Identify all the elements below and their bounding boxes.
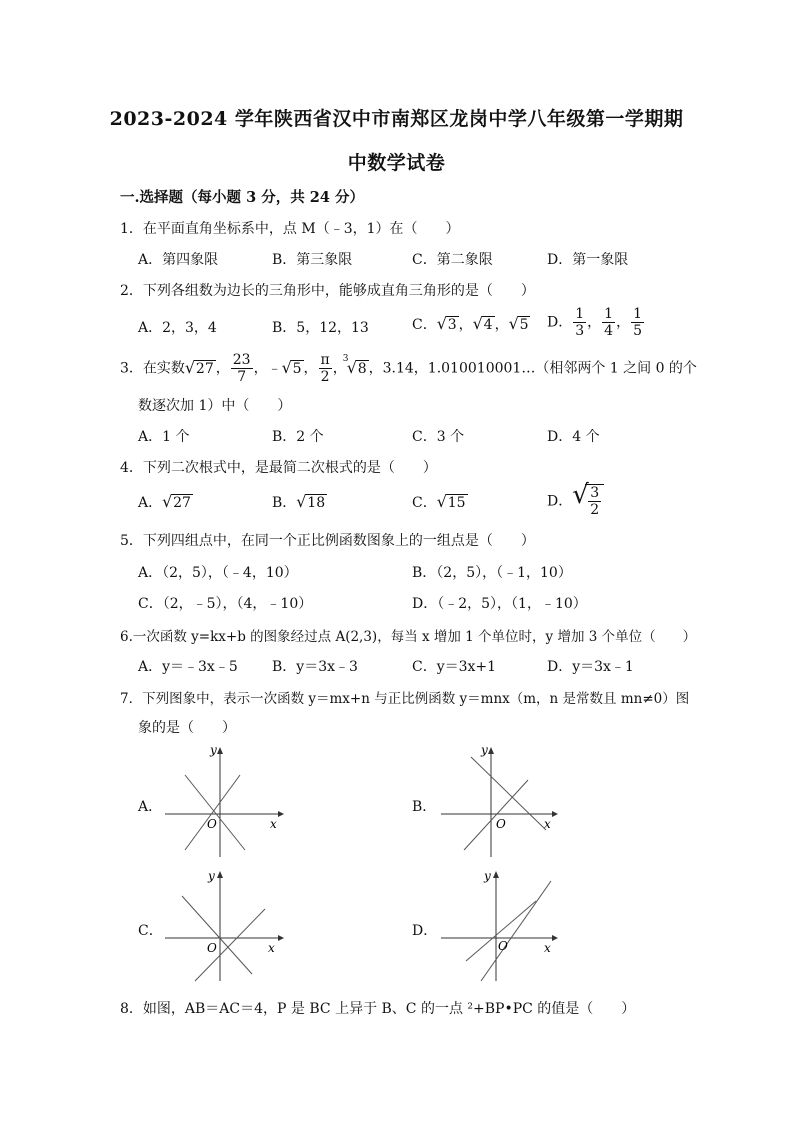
sqrt-expression: √ 5 — [281, 357, 302, 377]
q4-option-b: B． √ 18 — [272, 492, 326, 511]
fraction: $\frac{23}{7}$ — [232, 352, 251, 385]
q2-option-d: D． $\frac{1}{3}$ ， $\frac{1}{4}$ ， $\frac{1}{5}$ — [547, 306, 642, 339]
sqrt-expression: √ 18 — [296, 492, 326, 511]
q2-option-c: C． √ 3 ， √ 4 ， √ 5 — [412, 314, 529, 333]
q7-option-d-label: D． — [412, 923, 438, 939]
question-5: 5．下列四组点中，在同一个正比例函数图象上的一组点是（ ） — [120, 533, 535, 549]
q7-graph-d — [436, 866, 561, 986]
sqrt-expression: √ $\frac{3}{2}$ — [572, 484, 604, 518]
q3-option-b: B．2 个 — [272, 429, 324, 445]
sqrt-expression: √ 27 — [184, 357, 214, 377]
sqrt-expression: √ 5 — [508, 314, 529, 333]
q3-option-c: C．3 个 — [412, 429, 465, 445]
q7-graph-a — [160, 742, 285, 862]
svg-text:O: O — [496, 817, 506, 831]
question-4: 4．下列二次根式中，是最简二次根式的是（ ） — [120, 460, 437, 476]
q7-option-c-label: C． — [138, 923, 163, 939]
svg-text:y: y — [210, 743, 217, 757]
q1-option-a: A．第四象限 — [138, 252, 219, 268]
svg-text:x: x — [544, 817, 551, 831]
q1-option-d: D．第一象限 — [547, 252, 629, 268]
svg-text:O: O — [207, 817, 217, 831]
fraction: $\frac{1}{4}$ — [604, 306, 614, 339]
svg-text:O: O — [498, 939, 508, 953]
q5-option-b: B．（2，5），（﹣1，10） — [412, 565, 572, 581]
fraction: $\frac{3}{2}$ — [590, 485, 600, 518]
exam-title-line1: 2023-2024 学年陕西省汉中市南郑区龙岗中学八年级第一学期期 — [109, 108, 684, 130]
q4-option-a: A． √ 27 — [138, 492, 191, 511]
q6-option-b: B．y＝3x﹣3 — [272, 659, 358, 675]
q7-option-a-label: A． — [138, 799, 163, 815]
q5-option-a: A．（2，5），（﹣4，10） — [138, 565, 298, 581]
question-3-line2: 数逐次加 1）中（ ） — [138, 398, 292, 414]
q4-option-c: C． √ 15 — [412, 492, 466, 511]
fraction: $\frac{1}{5}$ — [633, 306, 642, 339]
sqrt-expression: √ 15 — [436, 492, 466, 511]
q4-option-d: D． √ $\frac{3}{2}$ — [547, 484, 604, 518]
q6-option-c: C．y＝3x+1 — [412, 659, 497, 675]
svg-text:y: y — [484, 869, 491, 883]
q5-option-d: D．（﹣2，5），（1，﹣10） — [412, 596, 587, 612]
svg-text:x: x — [544, 941, 551, 955]
q2-option-a: A．2，3，4 — [138, 320, 217, 336]
q6-option-a: A．y＝﹣3x﹣5 — [138, 659, 238, 675]
cbrt-expression: 3 √ 8 — [342, 353, 367, 377]
svg-text:O: O — [207, 941, 217, 955]
svg-text:x: x — [268, 941, 275, 955]
question-7: 7．下列图象中，表示一次函数 y＝mx+n 与正比例函数 y＝mnx（m，n 是常数且 mn≠0）图 — [120, 691, 690, 707]
question-6: 6.一次函数 y=kx+b 的图象经过点 A(2,3)，每当 x 增加 1 个单位时，y 增加 3 个单位（ ） — [120, 629, 697, 645]
q1-option-b: B．第三象限 — [272, 252, 353, 268]
svg-text:x: x — [270, 817, 277, 831]
question-7-line2: 象的是（ ） — [138, 720, 236, 736]
q5-option-c: C．（2，﹣5），（4，﹣10） — [138, 596, 313, 612]
fraction: $\frac{\pi}{2}$ — [320, 352, 330, 385]
section-heading: 一.选择题（每小题 3 分，共 24 分） — [120, 189, 365, 206]
q1-option-c: C．第二象限 — [412, 252, 493, 268]
q7-graph-b — [436, 742, 561, 862]
q6-option-d: D．y＝3x﹣1 — [547, 659, 634, 675]
sqrt-expression: √ 27 — [162, 492, 191, 511]
fraction: $\frac{1}{3}$ — [575, 306, 585, 339]
q3-option-d: D．4 个 — [547, 429, 600, 445]
svg-text:y: y — [481, 743, 488, 757]
q3-option-a: A．1 个 — [138, 429, 190, 445]
q2-option-b: B．5，12，13 — [272, 320, 369, 336]
q7-option-b-label: B． — [412, 799, 437, 815]
question-2: 2．下列各组数为边长的三角形中，能够成直角三角形的是（ ） — [120, 283, 535, 299]
question-8: 8．如图，AB＝AC＝4，P 是 BC 上异于 B、C 的一点 ²+BP•PC 的值是（ ） — [120, 1001, 636, 1017]
question-1: 1．在平面直角坐标系中，点 M（﹣3，1）在（ ） — [120, 221, 460, 237]
question-3: 3．在实数 √ 27 ， $\frac{23}{7}$ ，﹣ √ 5 ， $\frac{\pi}{2}$ ， 3 √ 8 ，3.14，1.010010001…（相邻两个 1 之间 0 的个 — [120, 352, 697, 385]
sqrt-expression: √ 4 — [472, 314, 493, 333]
sqrt-expression: √ 3 — [436, 314, 457, 333]
exam-title-line2: 中数学试卷 — [347, 152, 446, 174]
q7-graph-c — [160, 866, 285, 986]
svg-text:y: y — [208, 869, 215, 883]
